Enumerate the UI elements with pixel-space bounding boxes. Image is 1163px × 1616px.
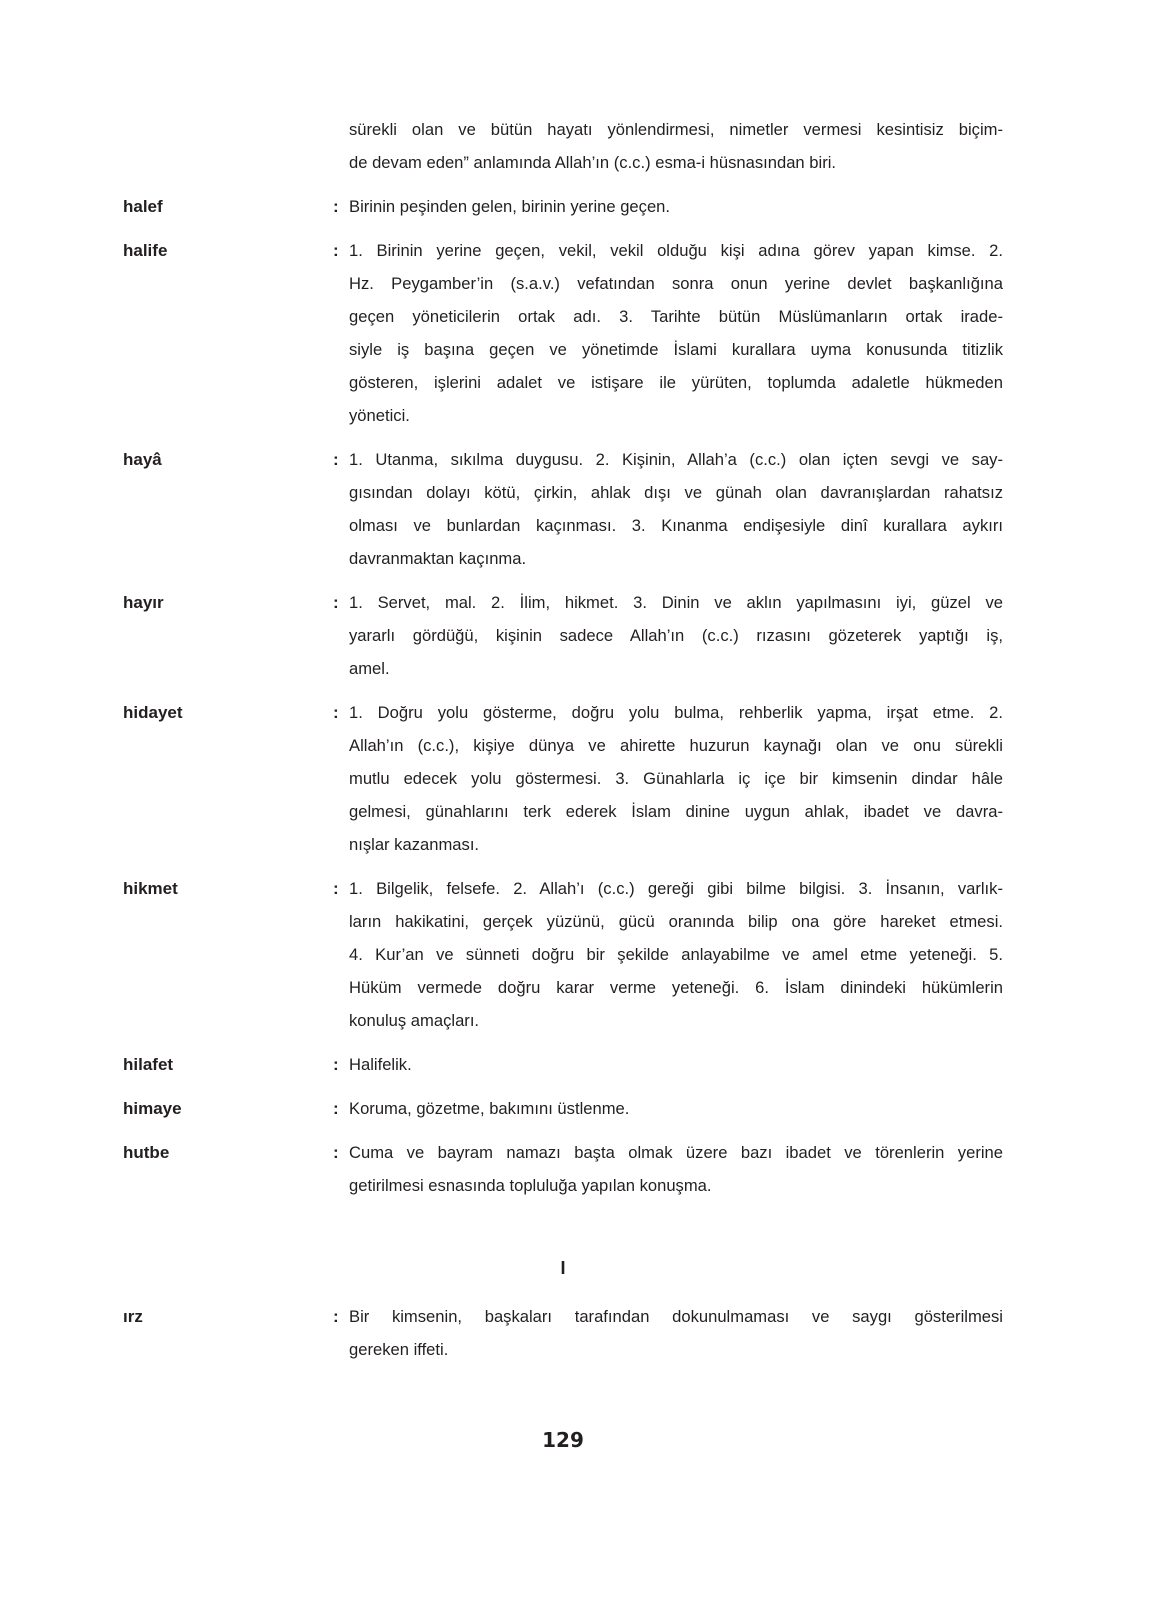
definition-line: siyle iş başına geçen ve yönetimde İslami kurallara uyma konusunda titizlik (349, 340, 1003, 359)
definition-line: gelmesi, günahlarını terk ederek İslam dinine uygun ahlak, ibadet ve davra- (349, 802, 1003, 821)
glossary-entry (123, 872, 1003, 1037)
entry-definition (349, 190, 1003, 223)
definition-line: ların hakikatini, gerçek yüzünü, gücü oranında bilip ona göre hareket etmesi. (349, 912, 1003, 931)
definition-line: 1. Birinin yerine geçen, vekil, vekil olduğu kişi adına görev yapan kimse. 2. (349, 241, 1003, 260)
entry-term: ırz (123, 1307, 143, 1326)
entry-definition (349, 1092, 1003, 1125)
entry-definition (349, 586, 1003, 685)
entry-colon: : (333, 197, 339, 216)
definition-line: nışlar kazanması. (349, 835, 480, 854)
entry-definition (349, 1048, 1003, 1081)
continued-definition (349, 113, 1003, 179)
section-letter-heading: I (560, 1258, 566, 1278)
glossary-entry (123, 586, 1003, 685)
definition-line: gısından dolayı kötü, çirkin, ahlak dışı ve günah olan davranışlardan rahatsız (349, 483, 1003, 502)
definition-line: gereken iffeti. (349, 1340, 449, 1359)
definition-line: mutlu edecek yolu göstermesi. 3. Günahlarla iç içe bir kimsenin dindar hâle (349, 769, 1003, 788)
glossary-entries-i (123, 1300, 1003, 1377)
entry-colon: : (333, 1143, 339, 1162)
definition-line: amel. (349, 659, 390, 678)
definition-line: Bir kimsenin, başkaları tarafından dokunulmaması ve saygı gösterilmesi (349, 1307, 1003, 1326)
entry-definition (349, 696, 1003, 861)
glossary-entry (123, 1300, 1003, 1366)
definition-line: Birinin peşinden gelen, birinin yerine geçen. (349, 197, 671, 216)
definition-line: olması ve bunlardan kaçınması. 3. Kınanma endişesiyle dinî kurallara aykırı (349, 516, 1003, 535)
entry-term: himaye (123, 1099, 182, 1118)
glossary-entry (123, 696, 1003, 861)
glossary-entry (123, 1048, 1003, 1081)
definition-line: 1. Bilgelik, felsefe. 2. Allah’ı (c.c.) gereği gibi bilme bilgisi. 3. İnsanın, varlık- (349, 879, 1003, 898)
page-number: 129 (542, 1428, 584, 1452)
entry-colon: : (333, 879, 339, 898)
entry-definition (349, 1300, 1003, 1366)
glossary-entry (123, 443, 1003, 575)
entry-colon: : (333, 1307, 339, 1326)
definition-line: Hüküm vermede doğru karar verme yeteneği. 6. İslam dinindeki hükümlerin (349, 978, 1003, 997)
entry-term: hayır (123, 593, 164, 612)
glossary-entry (123, 1136, 1003, 1202)
entry-term: halef (123, 197, 163, 216)
definition-line: gösteren, işlerini adalet ve istişare ile yürüten, toplumda adaletle hükmeden (349, 373, 1003, 392)
entry-definition (349, 443, 1003, 575)
definition-line: 1. Utanma, sıkılma duygusu. 2. Kişinin, Allah’a (c.c.) olan içten sevgi ve say- (349, 450, 1003, 469)
entry-definition (349, 234, 1003, 432)
entry-colon: : (333, 241, 339, 260)
definition-line: 1. Doğru yolu gösterme, doğru yolu bulma, rehberlik yapma, irşat etme. 2. (349, 703, 1003, 722)
definition-line: yönetici. (349, 406, 410, 425)
entry-term: hilafet (123, 1055, 174, 1074)
definition-line: getirilmesi esnasında topluluğa yapılan konuşma. (349, 1176, 712, 1195)
definition-line: Koruma, gözetme, bakımını üstlenme. (349, 1099, 630, 1118)
glossary-entries-h (123, 113, 1003, 1213)
entry-colon: : (333, 593, 339, 612)
entry-term: halife (123, 241, 168, 260)
definition-line: Hz. Peygamber’in (s.a.v.) vefatından sonra onun yerine devlet başkanlığına (349, 274, 1003, 293)
entry-colon: : (333, 1099, 339, 1118)
glossary-entry (123, 190, 1003, 223)
entry-colon: : (333, 450, 339, 469)
glossary-entry (123, 234, 1003, 432)
definition-line: sürekli olan ve bütün hayatı yönlendirmesi, nimetler vermesi kesintisiz biçim- (349, 120, 1003, 139)
definition-line: 1. Servet, mal. 2. İlim, hikmet. 3. Dinin ve aklın yapılmasını iyi, güzel ve (349, 593, 1003, 612)
entry-term: hutbe (123, 1143, 170, 1162)
definition-line: Halifelik. (349, 1055, 412, 1074)
entry-colon: : (333, 1055, 339, 1074)
glossary-entry (123, 1092, 1003, 1125)
entry-term: hidayet (123, 703, 183, 722)
definition-line: davranmaktan kaçınma. (349, 549, 527, 568)
definition-line: konuluş amaçları. (349, 1011, 480, 1030)
entry-colon: : (333, 703, 339, 722)
definition-line: 4. Kur’an ve sünneti doğru bir şekilde anlayabilme ve amel etme yeteneği. 5. (349, 945, 1003, 964)
entry-definition (349, 1136, 1003, 1202)
definition-line: de devam eden” anlamında Allah’ın (c.c.) esma-i hüsnasından biri. (349, 153, 837, 172)
definition-line: Allah’ın (c.c.), kişiye dünya ve ahirette huzurun kaynağı olan ve onu sürekli (349, 736, 1003, 755)
entry-definition (349, 872, 1003, 1037)
definition-line: yararlı gördüğü, kişinin sadece Allah’ın (c.c.) rızasını gözeterek yaptığı iş, (349, 626, 1003, 645)
entry-term: hayâ (123, 450, 162, 469)
definition-line: geçen yöneticilerin ortak adı. 3. Tarihte bütün Müslümanların ortak irade- (349, 307, 1003, 326)
entry-term: hikmet (123, 879, 178, 898)
definition-line: Cuma ve bayram namazı başta olmak üzere bazı ibadet ve törenlerin yerine (349, 1143, 1003, 1162)
